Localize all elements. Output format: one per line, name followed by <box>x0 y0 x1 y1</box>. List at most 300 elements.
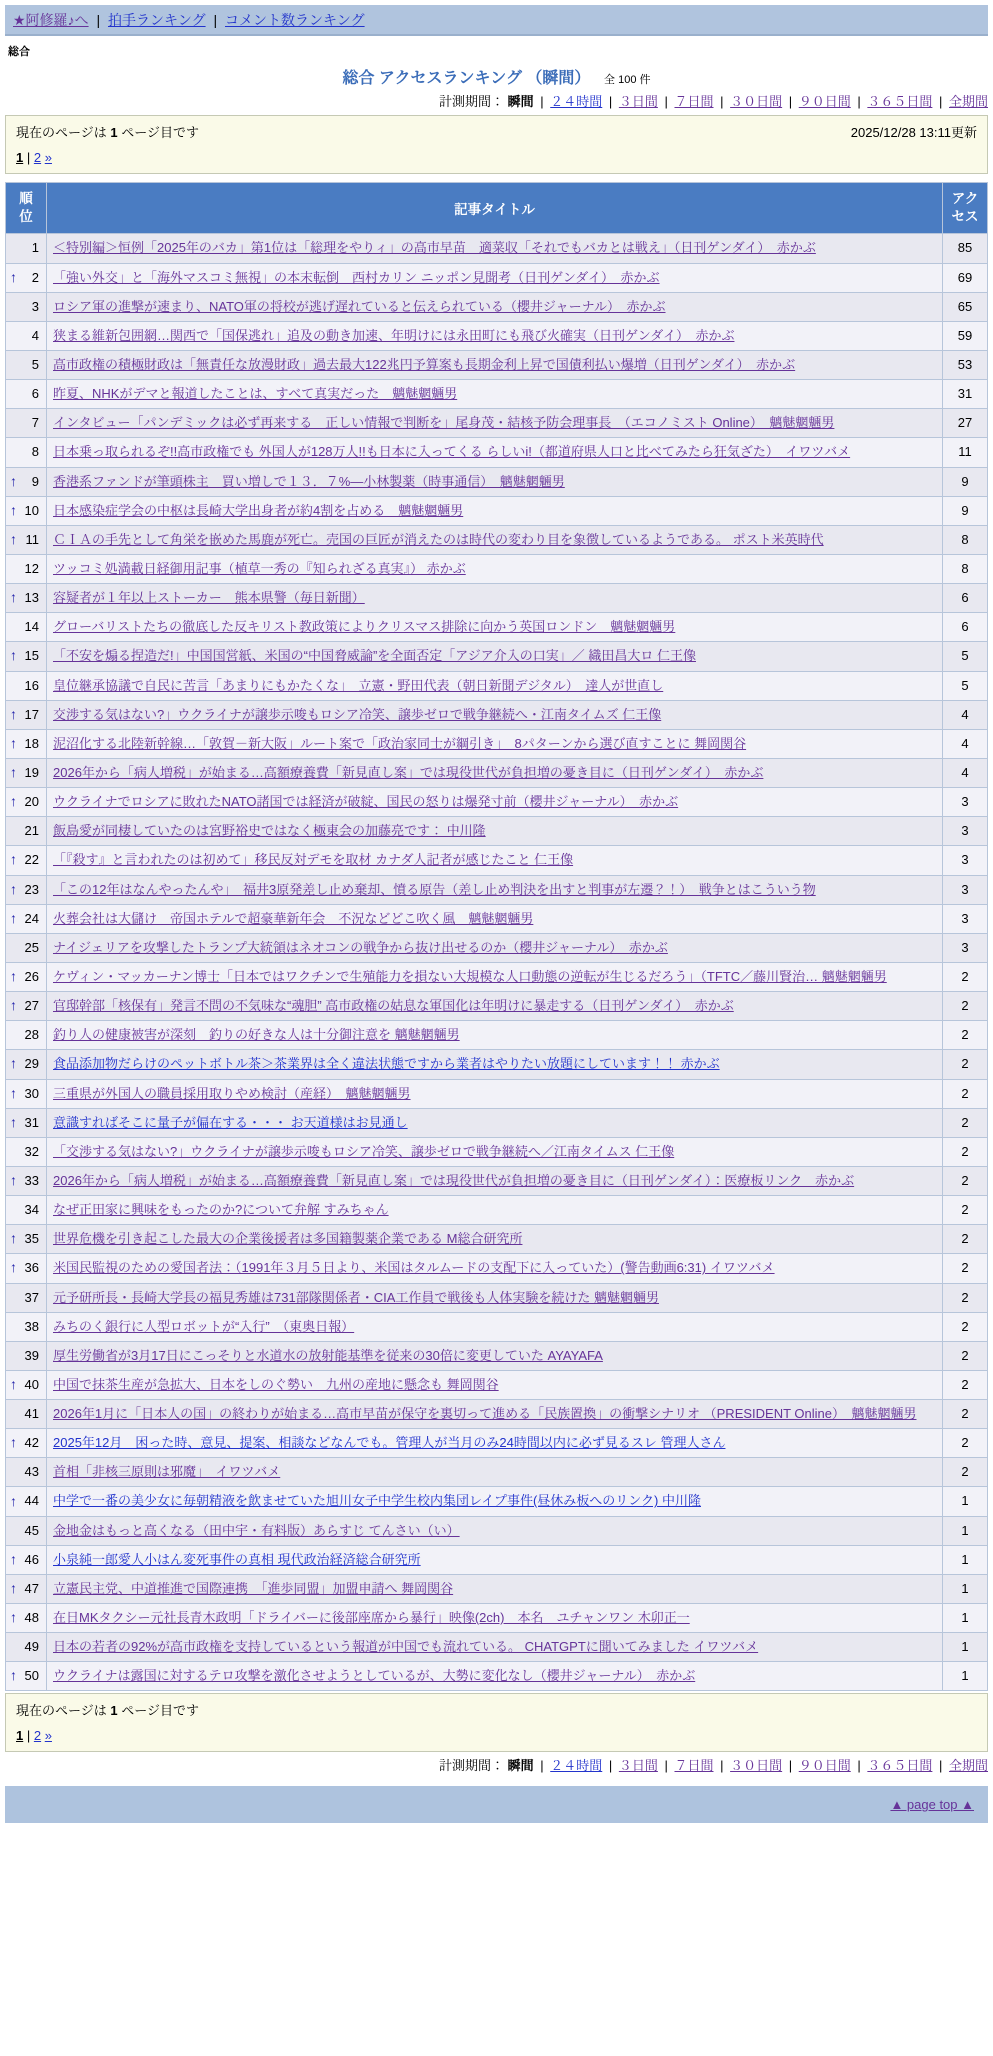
article-link[interactable]: 香港系ファンドが筆頭株主 買い増しで１３．７%―小林製薬（時事通信） 魑魅魍魎男 <box>53 473 565 489</box>
page-link[interactable]: » <box>44 150 52 165</box>
article-link[interactable]: ツッコミ処満載日経御用記事（植草一秀の『知られざる真実』） 赤かぶ <box>53 560 466 576</box>
article-link[interactable]: 2026年から「病人増税」が始まる…高額療養費「新見直し案」では現役世代が負担増の憂き目に（日刊ゲンダイ） 赤かぶ <box>53 764 764 780</box>
access-count-cell: 1 <box>943 1545 988 1574</box>
separator: | <box>716 94 728 109</box>
rank-up-arrow-icon: ↑ <box>10 909 17 926</box>
rank-cell <box>6 1545 47 1574</box>
rank-cell <box>6 1312 47 1341</box>
rank-up-arrow-icon: ↑ <box>10 880 17 897</box>
separator: | <box>785 1758 796 1774</box>
rank-number: 39 <box>24 1347 39 1363</box>
access-count-cell: 5 <box>943 642 988 671</box>
separator: | <box>92 12 104 28</box>
rank-number: 38 <box>24 1318 39 1334</box>
access-count-cell: 8 <box>943 554 988 583</box>
article-link[interactable]: 狭まる維新包囲網…関西で「国保逃れ」追及の動き加速、年明けには永田町にも飛び火確実（日刊ゲンダイ） 赤かぶ <box>53 327 735 343</box>
total-count: 全 100 件 <box>604 74 651 86</box>
article-link[interactable]: ロシア軍の進撃が速まり、NATO軍の将校が逃げ遅れていると伝えられている（櫻井ジャーナル） 赤かぶ <box>53 298 666 314</box>
article-title-cell <box>47 1662 943 1691</box>
article-link[interactable]: ＣＩＡの手先として角栄を嵌めた馬鹿が死亡。売国の巨匠が消えたのは時代の変わり目を象徴しているようである。 ポスト米英時代 <box>53 531 824 547</box>
article-title-cell <box>47 1429 943 1458</box>
article-link[interactable]: なぜ正田家に興味をもったのか?について弁解 すみちゃん <box>53 1202 389 1218</box>
access-count-cell: 27 <box>943 409 988 438</box>
table-row <box>6 700 988 729</box>
updated-timestamp: 2025/12/28 13:11更新 <box>850 125 977 140</box>
article-link[interactable]: 日本感染症学会の中枢は長崎大学出身者が約4割を占める 魑魅魍魎男 <box>53 502 464 518</box>
rank-cell <box>6 554 47 583</box>
article-link[interactable]: 交渉する気はない?」ウクライナが譲歩示唆もロシア冷笑、譲歩ゼロで戦争継続へ・江南タイムズ 仁王像 <box>53 706 662 722</box>
article-title-cell <box>47 496 943 525</box>
rank-number: 18 <box>24 735 39 751</box>
article-title-cell <box>47 1487 943 1516</box>
rank-cell <box>6 321 47 350</box>
table-row <box>6 467 988 496</box>
access-count-cell: 3 <box>943 788 988 817</box>
table-row <box>6 1458 988 1487</box>
rank-number: 36 <box>24 1260 39 1276</box>
page-status: 現在のページは 1 ページ目です <box>16 1703 199 1719</box>
rank-number: 20 <box>24 794 39 810</box>
rank-number: 28 <box>24 1027 39 1043</box>
period-current: 瞬間 <box>507 1758 534 1774</box>
rank-number: 12 <box>24 560 39 576</box>
separator: | <box>605 1758 616 1774</box>
rank-cell <box>6 875 47 904</box>
access-count-cell: 2 <box>943 1458 988 1487</box>
access-count-cell: 3 <box>943 875 988 904</box>
article-title-cell <box>47 992 943 1021</box>
table-row <box>6 613 988 642</box>
article-title-cell <box>47 1458 943 1487</box>
separator: | <box>853 94 865 109</box>
rank-cell <box>6 1254 47 1283</box>
rank-number: 9 <box>31 473 39 489</box>
article-link[interactable]: 立憲民主党、中道推進で国際連携 「進歩同盟」加盟申請へ 舞岡関谷 <box>53 1580 454 1596</box>
rank-cell <box>6 1370 47 1399</box>
access-count-cell: 3 <box>943 846 988 875</box>
table-row <box>6 875 988 904</box>
article-title-cell <box>47 1196 943 1225</box>
rank-cell <box>6 467 47 496</box>
rank-cell <box>6 525 47 554</box>
separator: | <box>853 1758 865 1774</box>
rank-cell <box>6 1108 47 1137</box>
rank-up-arrow-icon: ↑ <box>10 1550 17 1567</box>
rank-number: 42 <box>24 1435 39 1451</box>
rank-number: 48 <box>24 1610 39 1626</box>
rank-cell <box>6 1196 47 1225</box>
article-title-cell <box>47 321 943 350</box>
article-link[interactable]: ウクライナは露国に対するテロ攻撃を激化させようとしているが、大勢に変化なし（櫻井ジャーナル） 赤かぶ <box>53 1668 696 1684</box>
separator: | <box>785 94 796 109</box>
rank-number: 32 <box>24 1143 39 1159</box>
separator: | <box>716 1758 728 1774</box>
period-label: 計測期間： <box>438 94 504 109</box>
article-link[interactable]: インタビュー「パンデミックは必ず再来する 正しい情報で判断を」尾身茂・結核予防会理事長 （エコノミスト Online） 魑魅魍魎男 <box>53 415 835 431</box>
rank-cell <box>6 788 47 817</box>
article-title-cell <box>47 1108 943 1137</box>
period-link[interactable]: ７日間 <box>674 94 714 109</box>
rank-number: 50 <box>24 1668 39 1684</box>
article-title-cell <box>47 1545 943 1574</box>
rank-cell <box>6 438 47 467</box>
rank-cell <box>6 817 47 846</box>
access-count-cell: 4 <box>943 729 988 758</box>
period-selector-bottom <box>5 1755 988 1774</box>
period-link[interactable]: ３０日間 <box>730 1758 783 1774</box>
article-title-cell <box>47 1312 943 1341</box>
topnav-link[interactable]: ★阿修羅♪へ <box>13 12 89 28</box>
rank-number: 1 <box>31 240 39 256</box>
rank-cell <box>6 1516 47 1545</box>
separator: | <box>209 12 221 28</box>
article-title-cell <box>47 729 943 758</box>
access-count-cell: 2 <box>943 992 988 1021</box>
article-title-cell <box>47 846 943 875</box>
table-row <box>6 729 988 758</box>
board-label: 総合 <box>8 46 30 58</box>
article-link[interactable]: 元予研所長・長崎大学長の福見秀雄は731部隊関係者・CIA工作員で戦後も人体実験を続けた 魑魅魍魎男 <box>53 1289 659 1305</box>
page-link[interactable]: 2 <box>33 150 42 165</box>
article-link[interactable]: 「不安を煽る捏造だ!」中国国営紙、米国の“中国脅威論”を全面否定「アジア介入の口実」／ 織田昌大ロ 仁王像 <box>53 648 696 664</box>
rank-cell <box>6 584 47 613</box>
article-link[interactable]: 釣り人の健康被害が深刻 釣りの好きな人は十分御注意を 魑魅魍魎男 <box>53 1027 460 1043</box>
rank-number: 31 <box>24 1114 39 1130</box>
rank-up-arrow-icon: ↑ <box>10 1580 17 1597</box>
article-link[interactable]: 「強い外交」と「海外マスコミ無視」の本末転倒 西村カリン ニッポン見聞考（日刊ゲンダイ） 赤かぶ <box>53 269 660 285</box>
article-title-cell <box>47 1633 943 1662</box>
article-title-cell <box>47 1225 943 1254</box>
access-count-cell: 59 <box>943 321 988 350</box>
article-link[interactable]: 三重県が外国人の職員採用取りやめ検討（産経） 魑魅魍魎男 <box>53 1085 411 1101</box>
access-count-cell: 69 <box>943 263 988 292</box>
rank-up-arrow-icon: ↑ <box>10 851 17 868</box>
article-link[interactable]: 意識すればそこに量子が偏在する・・・ お天道様はお見通し <box>53 1114 408 1130</box>
rank-cell <box>6 1225 47 1254</box>
table-header-row <box>6 183 988 234</box>
article-link[interactable]: 厚生労働省が3月17日にこっそりと水道水の放射能基準を従来の30倍に変更していた AYAYAFA <box>53 1347 603 1363</box>
period-link[interactable]: ９０日間 <box>798 1758 851 1774</box>
rank-number: 33 <box>24 1172 39 1188</box>
article-title-cell <box>47 1050 943 1079</box>
page-status-box-bottom <box>5 1693 988 1752</box>
access-count-cell: 2 <box>943 1166 988 1195</box>
rank-cell <box>6 1137 47 1166</box>
page-link[interactable]: » <box>44 1728 52 1744</box>
table-row <box>6 1108 988 1137</box>
article-link[interactable]: 「『殺す』と言われたのは初めて」移民反対デモを取材 カナダ人記者が感じたこと 仁王像 <box>53 852 574 868</box>
access-count-cell: 2 <box>943 1225 988 1254</box>
article-link[interactable]: 小泉純一郎愛人小はん変死事件の真相 現代政治経済総合研究所 <box>53 1551 421 1567</box>
access-count-cell: 2 <box>943 1370 988 1399</box>
table-row <box>6 933 988 962</box>
article-title-cell <box>47 234 943 263</box>
page-title-line <box>5 65 988 88</box>
article-title-cell <box>47 962 943 991</box>
separator: | <box>660 94 672 109</box>
page-status-box-top <box>5 115 988 174</box>
table-row <box>6 1516 988 1545</box>
period-link[interactable]: ２４時間 <box>550 94 603 109</box>
table-row <box>6 496 988 525</box>
article-link[interactable]: 「交渉する気はない?」ウクライナが譲歩示唆もロシア冷笑、譲歩ゼロで戦争継続へ／江南タイムス 仁王像 <box>53 1143 675 1159</box>
separator: | <box>536 94 548 109</box>
page-top-link[interactable]: ▲ page top ▲ <box>890 1797 974 1813</box>
rank-number: 13 <box>24 590 39 606</box>
rank-number: 17 <box>24 706 39 722</box>
table-row <box>6 1254 988 1283</box>
period-link[interactable]: ２４時間 <box>550 1758 603 1774</box>
rank-cell <box>6 992 47 1021</box>
article-link[interactable]: ウクライナでロシアに敗れたNATO諸国では経済が破綻、国民の怒りは爆発寸前（櫻井ジャーナル） 赤かぶ <box>53 794 679 810</box>
rank-cell <box>6 1341 47 1370</box>
table-row <box>6 671 988 700</box>
rank-number: 4 <box>31 327 39 343</box>
period-link[interactable]: ３６５日間 <box>867 94 933 109</box>
article-link[interactable]: 世界危機を引き起こした最大の企業後援者は多国籍製薬企業である M総合研究所 <box>53 1231 523 1247</box>
rank-number: 47 <box>24 1580 39 1596</box>
table-row <box>6 1545 988 1574</box>
separator: | <box>935 94 946 109</box>
rank-number: 19 <box>24 764 39 780</box>
rank-up-arrow-icon: ↑ <box>10 735 17 752</box>
article-title-cell <box>47 584 943 613</box>
rank-cell <box>6 1487 47 1516</box>
table-row <box>6 1021 988 1050</box>
access-count-cell: 1 <box>943 1574 988 1603</box>
table-row <box>6 846 988 875</box>
rank-up-arrow-icon: ↑ <box>10 1434 17 1451</box>
period-link[interactable]: 全期間 <box>948 1758 988 1774</box>
access-count-cell: 31 <box>943 380 988 409</box>
article-link[interactable]: 金地金はもっと高くなる（田中宇・有料版）あらすじ てんさい（い） <box>53 1522 460 1538</box>
access-count-cell: 1 <box>943 1487 988 1516</box>
access-count-cell: 2 <box>943 1283 988 1312</box>
rank-up-arrow-icon: ↑ <box>10 1113 17 1130</box>
table-row <box>6 584 988 613</box>
table-row <box>6 1341 988 1370</box>
article-title-cell <box>47 1137 943 1166</box>
rank-cell <box>6 933 47 962</box>
rank-number: 24 <box>24 910 39 926</box>
rank-cell <box>6 700 47 729</box>
access-count-cell: 3 <box>943 904 988 933</box>
article-link[interactable]: 食品添加物だらけのペットボトル茶＞茶業界は全く違法状態ですから業者はやりたい放題にしています！！ 赤かぶ <box>53 1056 720 1072</box>
table-row <box>6 1283 988 1312</box>
access-count-cell: 2 <box>943 1050 988 1079</box>
article-link[interactable]: 容疑者が１年以上ストーカー 熊本県警（毎日新聞） <box>53 590 365 606</box>
rank-up-arrow-icon: ↑ <box>10 968 17 985</box>
current-page-number: 1 <box>110 1703 118 1719</box>
col-header-title: 記事タイトル <box>47 183 943 234</box>
rank-up-arrow-icon: ↑ <box>10 531 17 548</box>
table-row <box>6 1312 988 1341</box>
page-title: 総合 アクセスランキング （瞬間） <box>342 70 591 87</box>
article-link[interactable]: 火葬会社は大儲け 帝国ホテルで超豪華新年会 不況などどこ吹く風 魑魅魍魎男 <box>53 910 534 926</box>
topnav-link[interactable]: コメント数ランキング <box>225 12 365 28</box>
article-link[interactable]: ケヴィン・マッカーナン博士「日本ではワクチンで生殖能力を損ない大規模な人口動態の逆転が生じるだろう」（TFTC／藤川賢治… 魑魅魍魎男 <box>53 968 887 984</box>
table-row <box>6 438 988 467</box>
access-count-cell: 2 <box>943 1254 988 1283</box>
article-title-cell <box>47 467 943 496</box>
page-link-current[interactable]: 1 <box>16 150 24 165</box>
article-link[interactable]: 昨夏、NHKがデマと報道したことは、すべて真実だった 魑魅魍魎男 <box>53 386 458 402</box>
rank-number: 14 <box>24 619 39 635</box>
access-count-cell: 2 <box>943 1137 988 1166</box>
rank-up-arrow-icon: ↑ <box>10 1259 17 1276</box>
rank-cell <box>6 409 47 438</box>
rank-up-arrow-icon: ↑ <box>10 1084 17 1101</box>
article-link[interactable]: 「この12年はなんやったんや」 福井3原発差し止め棄却、憤る原告（差し止め判決を出すと判事が左遷？！） 戦争とはこういう物 <box>53 881 816 897</box>
rank-cell <box>6 642 47 671</box>
rank-number: 16 <box>24 677 39 693</box>
page-status: 現在のページは 1 ページ目です <box>16 125 199 140</box>
article-link[interactable]: ナイジェリアを攻撃したトランプ大統領はネオコンの戦争から抜け出せるのか（櫻井ジャーナル） 赤かぶ <box>53 939 668 955</box>
article-link[interactable]: 日本乗っ取られるぞ!!高市政権でも 外国人が128万人!!も日本に入ってくる らしいi!（都道府県人口と比べてみたら狂気ざた） イワツバメ <box>53 444 851 460</box>
article-link[interactable]: 中国で抹茶生産が急拡大、日本をしのぐ勢い 九州の産地に懸念も 舞岡関谷 <box>53 1376 499 1392</box>
article-title-cell <box>47 263 943 292</box>
access-count-cell: 1 <box>943 1662 988 1691</box>
table-row <box>6 1079 988 1108</box>
pagination-bottom <box>16 1728 977 1743</box>
rank-up-arrow-icon: ↑ <box>10 1376 17 1393</box>
page-link-current[interactable]: 1 <box>16 1728 24 1744</box>
article-title-cell <box>47 1574 943 1603</box>
rank-up-arrow-icon: ↑ <box>10 764 17 781</box>
article-link[interactable]: グローバリストたちの徹底した反キリスト教政策によりクリスマス排除に向かう英国ロンドン 魑魅魍魎男 <box>53 619 676 635</box>
access-count-cell: 2 <box>943 1196 988 1225</box>
article-link[interactable]: 米国民監視のための愛国者法：（1991年３月５日より、米国はタルムードの支配下に入っていた）(警告動画6:31) イワツバメ <box>53 1260 775 1276</box>
period-label: 計測期間： <box>438 1758 504 1774</box>
period-link[interactable]: ３日間 <box>618 1758 658 1774</box>
period-current: 瞬間 <box>507 94 534 109</box>
page-link[interactable]: 2 <box>33 1728 42 1744</box>
rank-cell <box>6 904 47 933</box>
table-row <box>6 1225 988 1254</box>
access-count-cell: 4 <box>943 758 988 787</box>
table-row <box>6 1633 988 1662</box>
rank-number: 7 <box>31 415 39 431</box>
rank-cell <box>6 1021 47 1050</box>
rank-cell <box>6 1079 47 1108</box>
table-row <box>6 1050 988 1079</box>
separator: | <box>26 1728 31 1744</box>
article-title-cell <box>47 554 943 583</box>
rank-up-arrow-icon: ↑ <box>10 472 17 489</box>
rank-cell <box>6 351 47 380</box>
rank-up-arrow-icon: ↑ <box>10 1055 17 1072</box>
article-title-cell <box>47 1254 943 1283</box>
period-link[interactable]: ７日間 <box>674 1758 714 1774</box>
access-count-cell: 1 <box>943 1633 988 1662</box>
access-count-cell: 65 <box>943 292 988 321</box>
period-link[interactable]: ３６５日間 <box>867 1758 933 1774</box>
access-count-cell: 1 <box>943 1604 988 1633</box>
rank-number: 46 <box>24 1551 39 1567</box>
article-link[interactable]: 飯島愛が同棲していたのは宮野裕史ではなく極東会の加藤亮です： 中川隆 <box>53 823 486 839</box>
article-title-cell <box>47 1516 943 1545</box>
article-link[interactable]: 2026年から「病人増税」が始まる…高額療養費「新見直し案」では現役世代が負担増の憂き目に（日刊ゲンダイ）：医療板リンク 赤かぶ <box>53 1172 855 1188</box>
current-page-number: 1 <box>110 125 118 140</box>
period-link[interactable]: 全期間 <box>948 94 988 109</box>
rank-cell <box>6 1400 47 1429</box>
article-link[interactable]: 官邸幹部「核保有」発言不問の不気味な“魂胆” 高市政権の姑息な軍国化は年明けに暴走する（日刊ゲンダイ） 赤かぶ <box>53 998 734 1014</box>
rank-up-arrow-icon: ↑ <box>10 501 17 518</box>
article-title-cell <box>47 292 943 321</box>
access-count-cell: 2 <box>943 1108 988 1137</box>
rank-up-arrow-icon: ↑ <box>10 268 17 285</box>
rank-number: 43 <box>24 1464 39 1480</box>
rank-number: 23 <box>24 881 39 897</box>
rank-cell <box>6 496 47 525</box>
article-link[interactable]: 在日MKタクシー元社長青木政明「ドライバーに後部座席から暴行」映像(2ch) 本名 ユチャンワン 木卯正一 <box>53 1610 690 1626</box>
rank-cell <box>6 380 47 409</box>
article-link[interactable]: 2025年12月 困った時、意見、提案、相談などなんでも。管理人が当月のみ24時間以内に必ず見るスレ 管理人さん <box>53 1435 726 1451</box>
rank-number: 2 <box>31 269 39 285</box>
table-row <box>6 351 988 380</box>
article-link[interactable]: 高市政権の積極財政は「無責任な放漫財政」過去最大122兆円予算案も長期金利上昇で国債利払い爆増（日刊ゲンダイ） 赤かぶ <box>53 357 796 372</box>
article-link[interactable]: 日本の若者の92%が高市政権を支持しているという報道が中国でも流れている。 CHATGPTに聞いてみました イワツバメ <box>53 1639 759 1655</box>
period-link[interactable]: ３日間 <box>618 94 658 109</box>
article-title-cell <box>47 642 943 671</box>
article-link[interactable]: 2026年1月に「日本人の国」の終わりが始まる…高市早苗が保守を裏切って進める「民族置換」の衝撃シナリオ （PRESIDENT Online） 魑魅魍魎男 <box>53 1406 917 1422</box>
ranking-table <box>5 182 988 1691</box>
access-count-cell: 2 <box>943 1341 988 1370</box>
rank-cell <box>6 1050 47 1079</box>
access-count-cell: 9 <box>943 496 988 525</box>
article-title-cell <box>47 438 943 467</box>
rank-cell <box>6 1574 47 1603</box>
table-row <box>6 788 988 817</box>
article-link[interactable]: 中学で一番の美少女に毎朝精液を飲ませていた旭川女子中学生校内集団レイプ事件(昼休み板へのリンク) 中川隆 <box>53 1493 701 1509</box>
article-link[interactable]: 首相「非核三原則は邪魔」 イワツバメ <box>53 1464 281 1480</box>
rank-number: 41 <box>24 1406 39 1422</box>
table-row <box>6 554 988 583</box>
period-link[interactable]: ９０日間 <box>798 94 851 109</box>
bottom-bar <box>5 1786 988 1823</box>
rank-number: 49 <box>24 1639 39 1655</box>
access-count-cell: 2 <box>943 1400 988 1429</box>
access-count-cell: 2 <box>943 1312 988 1341</box>
article-title-cell <box>47 409 943 438</box>
article-link[interactable]: ＜特別編＞恒例「2025年のバカ」第1位は「総理をやりィ」の高市早苗 適菜収「それでもバカとは戦え」（日刊ゲンダイ） 赤かぶ <box>53 240 816 256</box>
rank-cell <box>6 1429 47 1458</box>
access-count-cell: 6 <box>943 613 988 642</box>
access-count-cell: 2 <box>943 1429 988 1458</box>
article-link[interactable]: 皇位継承協議で自民に苦言「あまりにもかたくな」 立憲・野田代表（朝日新聞デジタル） 達人が世直し <box>53 677 664 693</box>
access-count-cell: 3 <box>943 933 988 962</box>
topnav-link[interactable]: 拍手ランキング <box>107 12 206 28</box>
article-title-cell <box>47 525 943 554</box>
access-count-cell: 4 <box>943 700 988 729</box>
article-link[interactable]: 泥沼化する北陸新幹線…「敦賀－新大阪」ルート案で「政治家同士が綱引き」 8パターンから選び直すことに 舞岡関谷 <box>53 735 747 751</box>
period-link[interactable]: ３０日間 <box>730 94 783 109</box>
rank-number: 27 <box>24 998 39 1014</box>
table-row <box>6 758 988 787</box>
article-title-cell <box>47 380 943 409</box>
rank-number: 45 <box>24 1522 39 1538</box>
table-row <box>6 904 988 933</box>
table-row <box>6 962 988 991</box>
rank-number: 35 <box>24 1231 39 1247</box>
rank-up-arrow-icon: ↑ <box>10 1609 17 1626</box>
article-link[interactable]: みちのく銀行に人型ロボットが“入行” （東奥日報） <box>53 1318 355 1334</box>
rank-number: 22 <box>24 852 39 868</box>
access-count-cell: 11 <box>943 438 988 467</box>
article-title-cell <box>47 351 943 380</box>
separator: | <box>660 1758 672 1774</box>
table-row <box>6 1574 988 1603</box>
